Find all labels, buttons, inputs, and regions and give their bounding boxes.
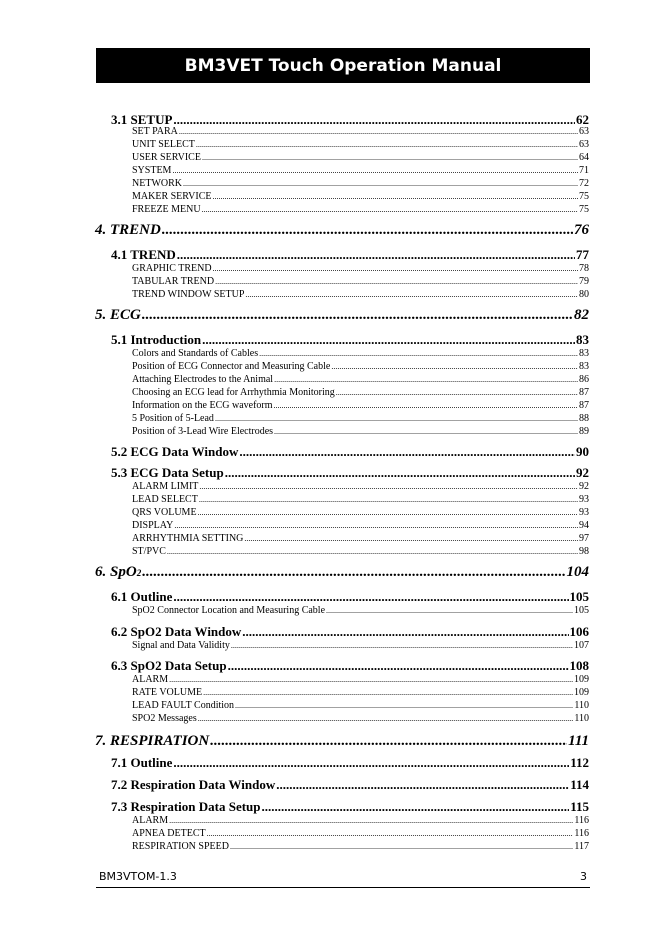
toc-entry-title: 6.2 SpO2 Data Window [111,624,242,639]
toc-entry-title: 7.3 Respiration Data Setup [111,799,261,814]
toc-entry-title: 5.3 ECG Data Setup [111,465,224,480]
toc-section-entry[interactable] [111,465,589,480]
toc-chapter-entry[interactable] [95,222,589,240]
dot-leader [207,828,574,839]
toc-chapter-entry[interactable] [95,733,589,751]
toc-subsection-entry[interactable] [132,289,589,301]
dot-leader [215,276,578,287]
toc-entry-page: 77 [576,247,589,262]
toc-entry-page: 115 [570,799,589,814]
toc-entry-page: 78 [579,263,589,274]
toc-entry-page: 83 [576,332,589,347]
toc-section-entry[interactable] [111,777,589,792]
toc-entry-page: 116 [574,828,589,839]
toc-section-entry[interactable] [111,799,589,814]
toc-entry-page: 116 [574,815,589,826]
dot-leader [245,289,578,300]
page-footer [96,870,590,888]
toc-entry-title: Position of 3-Lead Wire Electrodes [132,426,274,437]
dot-leader [262,799,570,815]
toc-subsection-entry[interactable] [132,361,589,373]
toc-entry-page: 75 [579,191,589,202]
toc-subsection-entry[interactable] [132,276,589,288]
toc-subsection-entry[interactable] [132,263,589,275]
toc-entry-page: 109 [574,674,589,685]
toc-subsection-entry[interactable] [132,828,589,840]
toc-subsection-entry[interactable] [132,139,589,151]
toc-entry-title: 6.1 Outline [111,589,173,604]
toc-entry-page: 83 [579,348,589,359]
toc-entry-title: 4.1 TREND [111,247,176,262]
toc-entry-title: SPO2 Messages [132,713,197,724]
dot-leader [242,624,568,640]
toc-entry-title: SYSTEM [132,165,172,176]
dot-leader [173,755,569,771]
toc-subsection-entry[interactable] [132,494,589,506]
toc-entry-page: 63 [579,126,589,137]
toc-subsection-entry[interactable] [132,815,589,827]
toc-section-entry[interactable] [111,247,589,262]
dot-leader [162,222,573,239]
toc-section-entry[interactable] [111,755,589,770]
toc-entry-page: 62 [576,112,589,127]
dot-leader [142,307,573,324]
toc-entry-title: 7.1 Outline [111,755,173,770]
toc-entry-subscript: 2 [136,568,142,578]
toc-entry-page: 110 [574,713,589,724]
toc-section-entry[interactable] [111,444,589,459]
toc-entry-title: ST/PVC [132,546,166,557]
dot-leader [225,465,575,481]
toc-entry-title: LEAD FAULT Condition [132,700,235,711]
toc-subsection-entry[interactable] [132,713,589,725]
toc-subsection-entry[interactable] [132,204,589,216]
toc-entry-title: Colors and Standards of Cables [132,348,259,359]
toc-subsection-entry[interactable] [132,700,589,712]
toc-subsection-entry[interactable] [132,674,589,686]
toc-entry-page: 109 [574,687,589,698]
toc-entry-page: 75 [579,204,589,215]
toc-entry-page: 88 [579,413,589,424]
dot-leader [202,204,578,215]
toc-subsection-entry[interactable] [132,687,589,699]
dot-leader [169,815,573,826]
toc-entry-page: 112 [570,755,589,770]
toc-entry-title: 6.3 SpO2 Data Setup [111,658,227,673]
toc-entry-title: 7.2 Respiration Data Window [111,777,276,792]
dot-leader [235,700,573,711]
toc-entry-page: 92 [576,465,589,480]
toc-entry-page: 111 [568,733,589,749]
toc-entry-page: 76 [574,222,589,238]
toc-subsection-entry[interactable] [132,841,589,853]
dot-leader [231,640,573,651]
toc-entry-page: 90 [576,444,589,459]
toc-section-entry[interactable] [111,658,589,673]
toc-entry-title: ARRHYTHMIA SETTING [132,533,244,544]
dot-leader [172,165,578,176]
page-number: 3 [580,870,587,883]
toc-entry-page: 86 [579,374,589,385]
dot-leader [239,444,575,460]
toc-entry-page: 79 [579,276,589,287]
toc-entry-title: QRS VOLUME [132,507,197,518]
toc-entry-page: 98 [579,546,589,557]
toc-subsection-entry[interactable] [132,387,589,399]
toc-entry-title: LEAD SELECT [132,494,198,505]
toc-entry-title: TABULAR TREND [132,276,215,287]
toc-entry-title: SpO2 Connector Location and Measuring Cable [132,605,326,616]
dot-leader [203,687,573,698]
toc-entry-page: 97 [579,533,589,544]
toc-section-entry[interactable] [111,589,589,604]
dot-leader [179,126,578,137]
dot-leader [174,520,578,531]
toc-subsection-entry[interactable] [132,507,589,519]
document-id: BM3VTOM-1.3 [99,870,177,883]
toc-entry-page: 63 [579,139,589,150]
toc-entry-title: Choosing an ECG lead for Arrhythmia Monitoring [132,387,335,398]
dot-leader [331,361,578,372]
toc-chapter-entry[interactable] [95,564,589,582]
toc-entry-page: 92 [579,481,589,492]
toc-entry-title: 4. TREND [95,222,161,238]
toc-entry-title: MAKER SERVICE [132,191,212,202]
dot-leader [202,332,575,348]
toc-subsection-entry[interactable] [132,126,589,138]
toc-entry-title: ALARM [132,674,169,685]
dot-leader [215,413,578,424]
toc-subsection-entry[interactable] [132,546,589,558]
toc-entry-page: 105 [569,589,589,604]
dot-leader [276,777,569,793]
toc-subsection-entry[interactable] [132,400,589,412]
toc-entry-page: 72 [579,178,589,189]
toc-subsection-entry[interactable] [132,605,589,617]
toc-section-entry[interactable] [111,112,589,127]
dot-leader [169,674,573,685]
toc-chapter-entry[interactable] [95,307,589,325]
toc-entry-page: 93 [579,494,589,505]
toc-entry-page: 106 [569,624,589,639]
dot-leader [199,494,578,505]
toc-entry-page: 108 [569,658,589,673]
dot-leader [202,152,578,163]
toc-entry-page: 82 [574,307,589,323]
dot-leader [326,605,573,616]
toc-entry-page: 105 [574,605,589,616]
toc-subsection-entry[interactable] [132,413,589,425]
toc-entry-title: 3.1 SETUP [111,112,173,127]
toc-entry-title: Information on the ECG waveform [132,400,273,411]
toc-subsection-entry[interactable] [132,178,589,190]
toc-entry-title: GRAPHIC TREND [132,263,212,274]
dot-leader [259,348,578,359]
toc-entry-page: 64 [579,152,589,163]
toc-entry-title: ALARM LIMIT [132,481,199,492]
dot-leader [198,713,574,724]
toc-entry-page: 110 [574,700,589,711]
dot-leader [244,533,578,544]
toc-entry-page: 89 [579,426,589,437]
toc-entry-title: 5.1 Introduction [111,332,202,347]
toc-entry-page: 104 [566,564,589,580]
dot-leader [336,387,578,398]
dot-leader [213,263,578,274]
toc-entry-title: DISPLAY [132,520,174,531]
toc-entry-page: 71 [579,165,589,176]
toc-entry-page: 117 [574,841,589,852]
toc-subsection-entry[interactable] [132,374,589,386]
toc-subsection-entry[interactable] [132,152,589,164]
toc-entry-title: Signal and Data Validity [132,640,230,651]
dot-leader [210,733,567,750]
toc-subsection-entry[interactable] [132,533,589,545]
manual-title: BM3VET Touch Operation Manual [184,55,502,76]
toc-entry-title: NETWORK [132,178,182,189]
toc-entry-title: Attaching Electrodes to the Animal [132,374,274,385]
toc-section-entry[interactable] [111,332,589,347]
toc-entry-title: 6. SpO [95,564,137,580]
toc-entry-page: 87 [579,400,589,411]
dot-leader [230,841,573,852]
dot-leader [212,191,578,202]
toc-entry-title: ALARM [132,815,169,826]
dot-leader [274,374,578,385]
toc-entry-title: TREND WINDOW SETUP [132,289,245,300]
dot-leader [274,426,578,437]
dot-leader [198,507,578,518]
toc-entry-title: UNIT SELECT [132,139,195,150]
toc-entry-title: 7. RESPIRATION [95,733,210,749]
dot-leader [142,564,565,581]
toc-entry-title: 5.2 ECG Data Window [111,444,239,459]
toc-subsection-entry[interactable] [132,348,589,360]
toc-section-entry[interactable] [111,624,589,639]
dot-leader [167,546,578,557]
toc-entry-page: 94 [579,520,589,531]
toc-entry-title: RATE VOLUME [132,687,203,698]
toc-entry-title: RESPIRATION SPEED [132,841,229,852]
toc-entry-title: USER SERVICE [132,152,201,163]
toc-entry-title: 5 Position of 5-Lead [132,413,214,424]
toc-subsection-entry[interactable] [132,640,589,652]
toc-subsection-entry[interactable] [132,520,589,532]
dot-leader [173,589,568,605]
toc-subsection-entry[interactable] [132,165,589,177]
toc-subsection-entry[interactable] [132,426,589,438]
dot-leader [183,178,578,189]
toc-entry-title: FREEZE MENU [132,204,201,215]
toc-entry-page: 80 [579,289,589,300]
dot-leader [274,400,578,411]
toc-entry-page: 93 [579,507,589,518]
dot-leader [199,481,578,492]
dot-leader [177,247,575,263]
page-header [96,48,590,83]
toc-entry-title: SET PARA [132,126,178,137]
toc-entry-page: 114 [570,777,589,792]
toc-entry-title: APNEA DETECT [132,828,206,839]
toc-entry-page: 87 [579,387,589,398]
dot-leader [228,658,569,674]
toc-entry-page: 107 [574,640,589,651]
toc-subsection-entry[interactable] [132,481,589,493]
toc-entry-page: 83 [579,361,589,372]
toc-subsection-entry[interactable] [132,191,589,203]
dot-leader [196,139,578,150]
toc-entry-title: 5. ECG [95,307,141,323]
toc-entry-title: Position of ECG Connector and Measuring Cable [132,361,331,372]
